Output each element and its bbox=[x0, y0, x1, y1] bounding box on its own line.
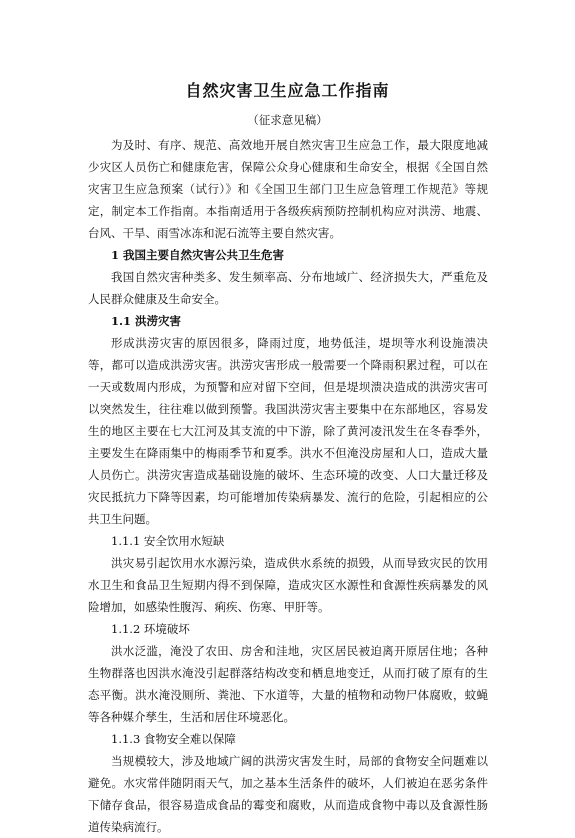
section-1-heading: 1 我国主要自然灾害公共卫生危害 bbox=[111, 248, 285, 262]
section-1-1-1-heading: 1.1.1 安全饮用水短缺 bbox=[111, 534, 225, 548]
document-subtitle: （征求意见稿） bbox=[247, 113, 328, 127]
document-title: 自然灾害卫生应急工作指南 bbox=[185, 81, 390, 100]
section-1-paragraph: 我国自然灾害种类多、发生频率高、分布地域广、经济损失大，严重危及人民群众健康及生命安全。 bbox=[88, 270, 488, 306]
section-1-1-2-paragraph: 洪水泛滥，淹没了农田、房舍和洼地，灾区居民被迫离开原居住地；各种生物群落也因洪水淹没引起群落结构改变和栖息地变迁，从而打破了原有的生态平衡。洪水淹没厕所、粪池、下水道等，大量的植物和动物尸体腐败，蚊蝇等各种媒介孳生，生活和居住环境恶化。 bbox=[88, 644, 488, 724]
section-1-1-1-paragraph: 洪灾易引起饮用水水源污染，造成供水系统的损毁，从而导致灾民的饮用水卫生和食品卫生短期内得不到保障，造成灾区水源性和食源性疾病暴发的风险增加，如感染性腹泻、痢疾、伤寒、甲肝等。 bbox=[88, 556, 488, 614]
section-1-1-2-heading: 1.1.2 环境破坏 bbox=[111, 622, 190, 636]
section-1-1-3-heading: 1.1.3 食物安全难以保障 bbox=[111, 732, 236, 746]
section-1-1-paragraph: 形成洪涝灾害的原因很多，降雨过度，地势低洼，堤坝等水利设施溃决等，都可以造成洪涝灾害。洪涝灾害形成一般需要一个降雨积累过程，可以在一天或数周内形成，为预警和应对留下空间，但是堤坝溃决造成的洪涝灾害可以突然发生，往往难以做到预警。我国洪涝灾害主要集中在东部地区，容易发生的地区主要在七大江河及其支流的中下游，除了黄河凌汛发生在冬春季外，主要发生在降雨集中的梅雨季节和夏季。洪水不但淹没房屋和人口，造成大量人员伤亡。洪涝灾害造成基础设施的破坏、生态环境的改变、人口大量迁移及灾民抵抗力下降等因素，均可能增加传染病暴发、流行的危险，引起相应的公共卫生问题。 bbox=[88, 336, 488, 526]
document-body bbox=[88, 134, 488, 838]
section-1-1-heading: 1.1 洪涝灾害 bbox=[111, 314, 182, 328]
intro-paragraph: 为及时、有序、规范、高效地开展自然灾害卫生应急工作，最大限度地减少灾区人员伤亡和健康危害，保障公众身心健康和生命安全，根据《全国自然灾害卫生应急预案（试行）》和《全国卫生部门卫生应急管理工作规范》等规定，制定本工作指南。本指南适用于各级疾病预防控制机构应对洪涝、地震、台风、干旱、雨雪冰冻和泥石流等主要自然灾害。 bbox=[88, 138, 488, 240]
section-1-1-3-paragraph: 当规模较大，涉及地域广阔的洪涝灾害发生时，局部的食物安全问题难以避免。水灾常伴随阴雨天气，加之基本生活条件的破坏，人们被迫在恶劣条件下储存食品，很容易造成食品的霉变和腐败，从而造成食物中毒以及食源性肠道传染病流行。 bbox=[88, 754, 488, 834]
